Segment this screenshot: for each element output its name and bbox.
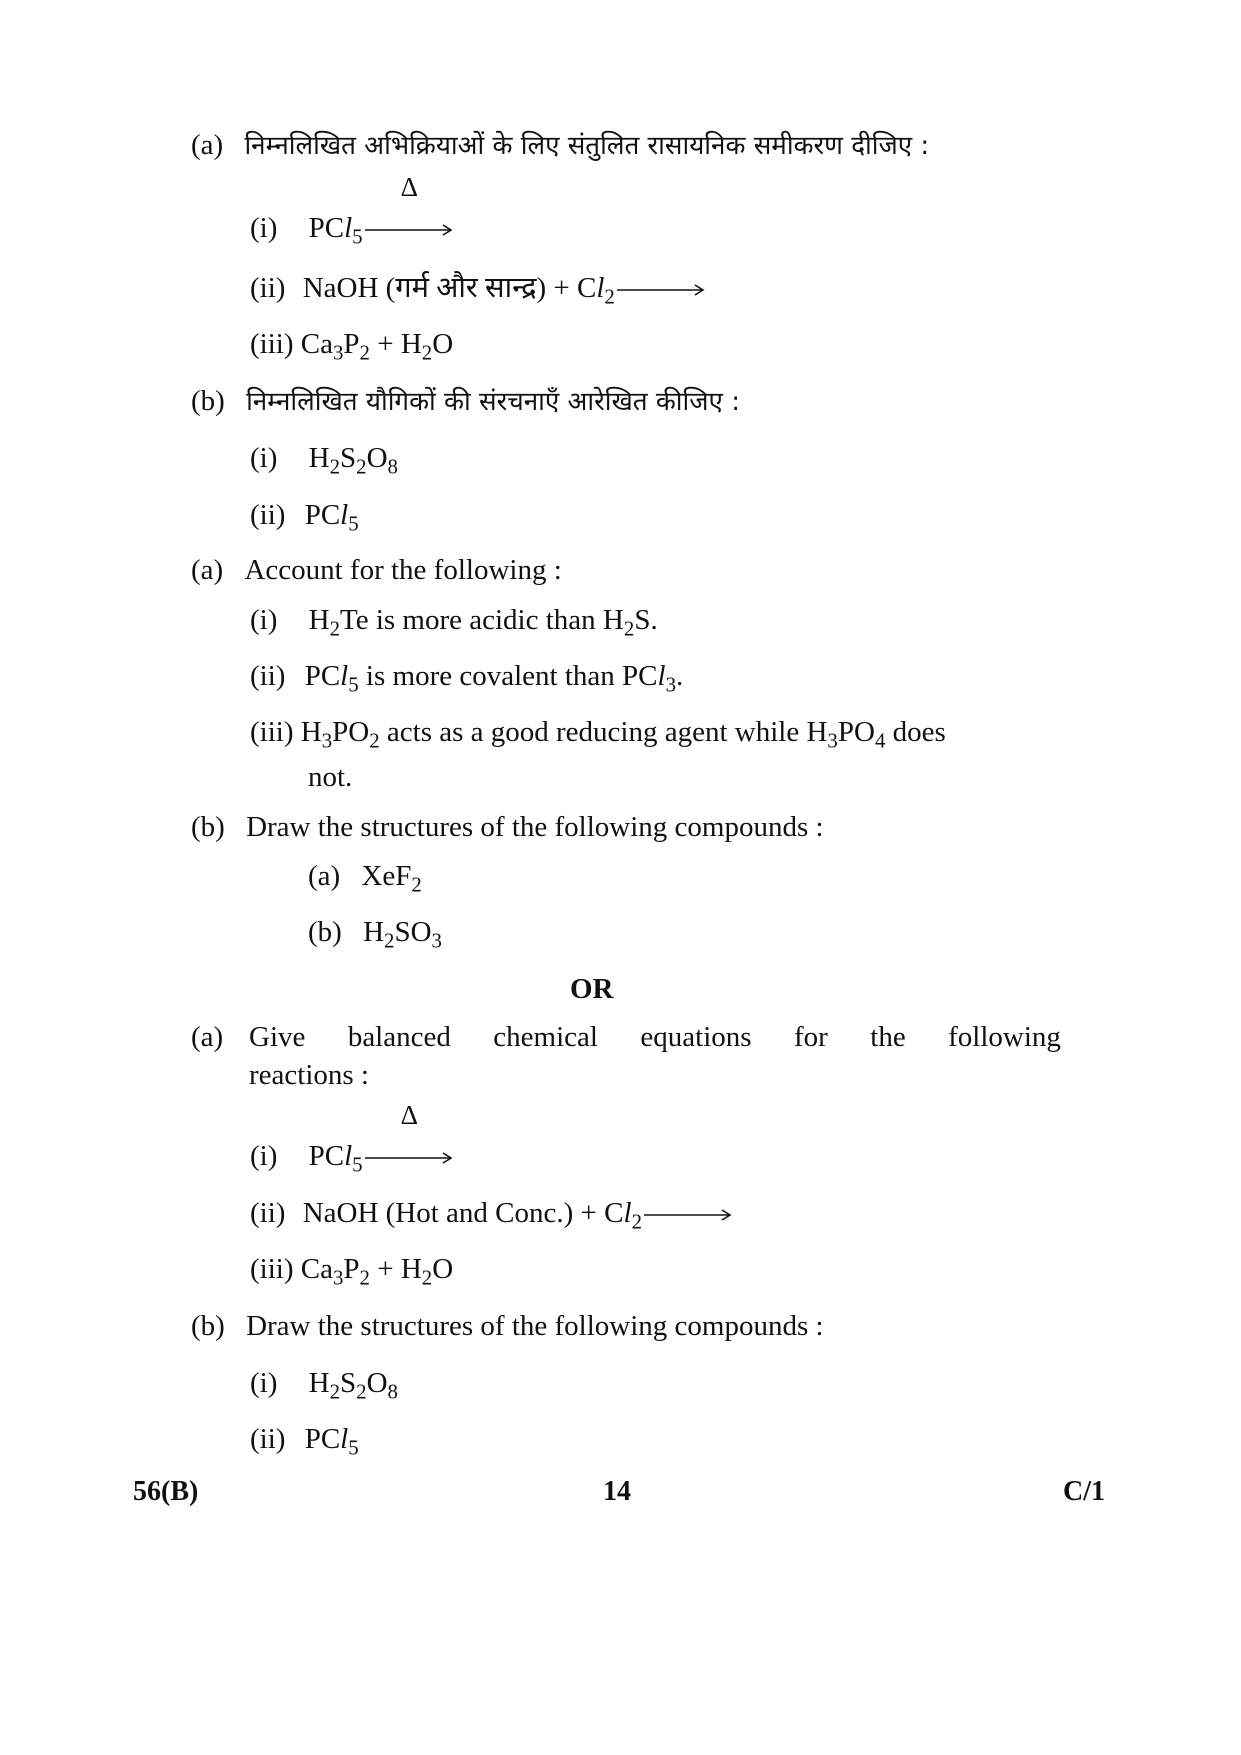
eng2-a-line2 — [249, 1061, 369, 1090]
statement: $H_2Te$ is more acidic than $H_2S$. — [308, 604, 658, 641]
hindi-a-i-line — [250, 172, 455, 249]
heat-arrow — [363, 172, 455, 243]
statement: $H_3PO_2$ acts as a good reducing agent while $H_3PO_4$ does — [300, 716, 946, 753]
label: (i) — [250, 442, 278, 474]
delta-symbol: Δ — [400, 1100, 418, 1130]
arrow-icon — [363, 1151, 455, 1165]
formula-pcl5: PCl$_5$ — [308, 212, 363, 249]
eng2-b-ii-line — [250, 1423, 359, 1460]
label: (ii) — [250, 1423, 286, 1455]
reaction-text: NaOH (गर्म और सान्द्र) + $Cl_2$ — [302, 272, 615, 309]
footer-code: 56(B) — [133, 1476, 199, 1507]
hindi-a-line — [191, 131, 929, 160]
label: (i) — [250, 1140, 278, 1172]
eng1-a-iii-line — [250, 716, 946, 753]
label: (a) — [191, 554, 224, 586]
or-divider: OR — [570, 973, 614, 1005]
eng2-a-iii-line — [250, 1253, 454, 1290]
eng1-a-i-line — [250, 604, 658, 641]
label: (a) — [191, 129, 224, 161]
word: balanced — [347, 1021, 451, 1053]
question-text-justified — [249, 1023, 1061, 1052]
eng2-b-i-line — [250, 1367, 398, 1404]
hindi-a-iii-line — [250, 328, 454, 365]
eng1-a-iii-cont — [308, 763, 352, 792]
word: the — [870, 1021, 906, 1053]
formula-h2s2o8: $H_2S_2O_8$ — [308, 1367, 398, 1404]
page-number: 14 — [603, 1476, 631, 1507]
eng1-b-line — [191, 813, 824, 842]
statement-continuation: not. — [308, 761, 353, 793]
label: (b) — [308, 916, 342, 948]
arrow-icon — [615, 283, 707, 297]
word: equations — [640, 1021, 752, 1053]
hindi-b-ii-line — [250, 499, 359, 536]
formula-pcl5: PCl$_5$ — [304, 499, 359, 536]
word: for — [794, 1021, 828, 1053]
question-text: Account for the following : — [244, 554, 562, 586]
eng2-b-line — [191, 1312, 824, 1341]
formula-h2so3: $H_2SO_3$ — [363, 916, 442, 953]
arrow-icon — [363, 223, 455, 237]
label: (ii) — [250, 660, 286, 692]
statement-text: is more acidic than — [368, 604, 603, 636]
formula-pcl5: PCl$_5$ — [304, 1423, 359, 1460]
label: (b) — [191, 811, 225, 843]
label: (ii) — [250, 272, 286, 304]
label: (iii) — [250, 1253, 294, 1285]
question-continuation: reactions : — [249, 1059, 369, 1091]
word: following — [948, 1021, 1061, 1053]
word: chemical — [493, 1021, 598, 1053]
question-text: निम्नलिखित अभिक्रियाओं के लिए संतुलित रासायनिक समीकरण दीजिए : — [244, 131, 930, 161]
eng2-a-line — [191, 1023, 1061, 1052]
label: (b) — [191, 1310, 225, 1342]
eng1-b-a-line — [308, 860, 422, 897]
label: (i) — [250, 1367, 278, 1399]
label: (i) — [250, 212, 278, 244]
formula-pcl5: PCl$_5$ — [308, 1140, 363, 1177]
word: Give — [249, 1021, 306, 1053]
formula-ca3p2-h2o: $Ca_3P_2 + H_2O$ — [300, 328, 454, 365]
footer-set: C/1 — [1063, 1476, 1105, 1507]
reaction-prefix: NaOH (गर्म और सान्द्र) + C — [302, 272, 597, 304]
statement-tail: does — [885, 716, 946, 748]
eng2-a-i-line — [250, 1100, 455, 1177]
hindi-b-i-line — [250, 442, 398, 479]
label: (a) — [308, 860, 341, 892]
eng2-a-ii-line — [250, 1197, 734, 1234]
label: (ii) — [250, 499, 286, 531]
formula-xef2: XeF$_2$ — [361, 860, 422, 897]
question-text: Draw the structures of the following compounds : — [246, 811, 824, 843]
hindi-a-ii-line — [250, 272, 707, 309]
label: (b) — [191, 385, 225, 417]
formula-ca3p2-h2o: $Ca_3P_2 + H_2O$ — [300, 1253, 454, 1290]
reaction-text: NaOH (Hot and Conc.) + $Cl_2$ — [302, 1197, 642, 1234]
question-text: निम्नलिखित यौगिकों की संरचनाएँ आरेखित कीजिए : — [246, 387, 740, 417]
statement-text: acts as a good reducing agent while — [379, 716, 807, 748]
hindi-b-line — [191, 387, 740, 416]
label: (i) — [250, 604, 278, 636]
statement-text: is more covalent than — [358, 660, 623, 692]
label: (a) — [191, 1021, 224, 1053]
eng1-a-ii-line — [250, 660, 684, 697]
heat-arrow — [363, 1100, 455, 1171]
label: (iii) — [250, 716, 294, 748]
question-text: Draw the structures of the following compounds : — [246, 1310, 824, 1342]
label: (ii) — [250, 1197, 286, 1229]
eng1-b-b-line — [308, 916, 442, 953]
label: (iii) — [250, 328, 294, 360]
formula-h2s2o8: $H_2S_2O_8$ — [308, 442, 398, 479]
statement: PCl$_5$ is more covalent than PCl$_3$. — [304, 660, 684, 697]
delta-symbol: Δ — [400, 172, 418, 202]
reaction-prefix: NaOH (Hot and Conc.) + C — [302, 1197, 624, 1229]
arrow-icon — [642, 1208, 734, 1222]
eng1-a-line — [191, 556, 562, 585]
